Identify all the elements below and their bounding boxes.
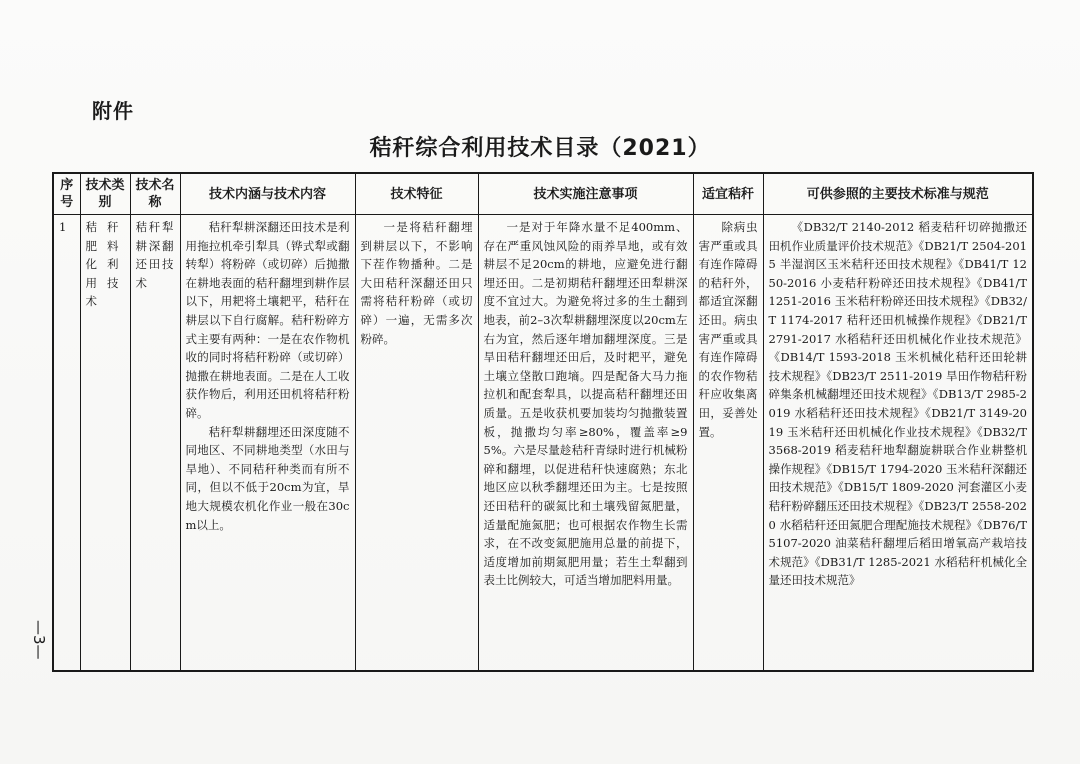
technology-catalog-table (52, 172, 1034, 672)
header-category: 技术类别 (80, 173, 130, 215)
header-features: 技术特征 (355, 173, 478, 215)
content-paragraph-1: 秸秆犁耕深翻还田技术是利用拖拉机牵引犁具（铧式犁或翻转犁）将粉碎（或切碎）后抛撒在耕地表面的秸秆翻埋到耕作层以下，用耙将土壤耙平，秸秆在耕层以下自行腐解。秸秆粉碎方式主要有两种：一是在农作物机收的同时将秸秆粉碎（或切碎）抛撒在耕地表面。二是在人工收获作物后，利用还田机将秸秆粉碎。 (185, 220, 350, 420)
cell-category: 秸秆肥料化利用技术 (80, 215, 130, 672)
cell-features (355, 215, 478, 672)
cell-name: 秸秆犁耕深翻还田技术 (130, 215, 180, 672)
content-paragraph-2: 秸秆犁耕翻埋还田深度随不同地区、不同耕地类型（水田与旱地）、不同秸秆种类而有所不同，但以不低于20cm为宜，旱地大规模农机化作业一般在30cm以上。 (185, 424, 350, 532)
notes-text: 一是对于年降水量不足400mm、存在严重风蚀风险的雨养旱地，或有效耕层不足20cm的耕地，应避免进行翻埋还田。二是初期秸秆翻埋还田犁耕深度不宜过大。为避免将过多的生土翻到地表，前2–3次犁耕翻埋深度以20cm左右为宜，然后逐年增加翻埋深度。三是旱田秸秆翻埋还田后，及时耙平，避免土壤立垡散口跑墒。四是配备大马力拖拉机和配套犁具，以提高秸秆翻埋还田质量。五是收获机要加装均匀抛撒装置板，抛撒均匀率≥80%，覆盖率≥95%。六是尽量趁秸秆青绿时进行机械粉碎和翻埋，以促进秸秆快速腐熟；东北地区应以秋季翻埋还田为主。七是按照还田秸秆的碳氮比和土壤残留氮肥量，适量配施氮肥；也可根据农作物生长需求，在不改变氮肥施用总量的前提下，适度增加前期氮肥用量；若生土犁翻到表土比例较大，可适当增加肥料用量。 (483, 220, 688, 588)
page-number: —3— (30, 620, 48, 660)
header-content: 技术内涵与技术内容 (180, 173, 355, 215)
standards-text: 《DB32/T 2140-2012 稻麦秸秆切碎抛撒还田机作业质量评价技术规范》《DB21/T 2504-2015 半湿润区玉米秸秆还田技术规程》《DB41/T 1250-2016 小麦秸秆粉碎还田技术规程》《DB41/T 1251-2016 玉米秸秆粉碎还田技术规程》《DB32/T 1174-2017 秸秆还田机械操作规程》《DB21/T 2791-2017 水稻秸秆还田机械化作业技术规范》《DB14/T 1593-2018 玉米机械化秸秆还田轮耕技术规程》《DB23/T 2511-2019 旱田作物秸秆粉碎集条机械翻埋还田技术规程》《DB13/T 2985-2019 水稻秸秆还田技术规程》《DB21/T 3149-2019 玉米秸秆还田机械化作业技术规程》《DB32/T 3568-2019 稻麦秸秆地犁翻旋耕联合作业耕整机操作规程》《DB15/T 1794-2020 玉米秸秆深翻还田技术规范》《DB15/T 1809-2020 河套灌区小麦秸秆粉碎翻压还田技术规程》《DB23/T 2558-2020 水稻秸秆还田氮肥合理配施技术规程》《DB76/T 5107-2020 油菜秸秆翻埋后稻田增氧高产栽培技术规范》《DB31/T 1285-2021 水稻秸秆机械化全量还田技术规范》 (768, 220, 1027, 588)
cell-content (180, 215, 355, 672)
cell-notes (478, 215, 693, 672)
suitable-text: 除病虫害严重或具有连作障碍的秸秆外，都适宜深翻还田。病虫害严重或具有连作障碍的农作物秸秆应收集离田，妥善处置。 (698, 220, 758, 439)
cell-standards (763, 215, 1033, 672)
header-name: 技术名称 (130, 173, 180, 215)
document-title: 秸秆综合利用技术目录（2021） (369, 136, 711, 161)
header-notes: 技术实施注意事项 (478, 173, 693, 215)
attachment-label: 附件 (92, 99, 134, 123)
table-row (53, 215, 1033, 672)
header-no: 序号 (53, 173, 80, 215)
cell-no: 1 (53, 215, 80, 672)
features-text: 一是将秸秆翻埋到耕层以下，不影响下茬作物播种。二是大田秸秆深翻还田只需将秸秆粉碎（或切碎）一遍，无需多次粉碎。 (360, 220, 473, 346)
header-standards: 可供参照的主要技术标准与规范 (763, 173, 1033, 215)
cell-suitable (693, 215, 763, 672)
header-suitable: 适宜秸秆 (693, 173, 763, 215)
table-header-row (53, 173, 1033, 215)
